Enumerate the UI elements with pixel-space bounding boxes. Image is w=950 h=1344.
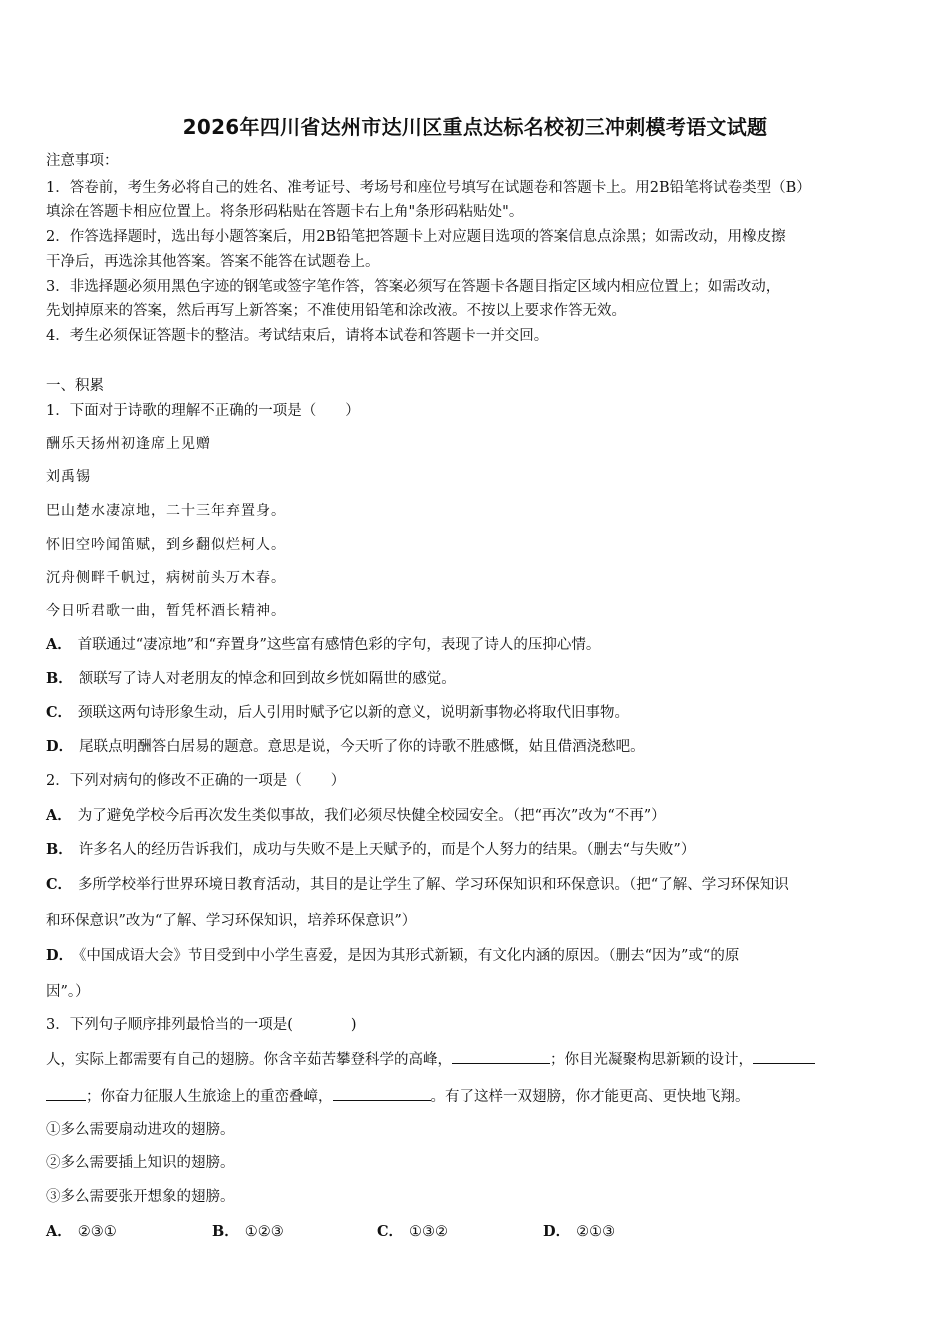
notice-line: 4．考生必须保证答题卡的整洁。考试结束后，请将本试卷和答题卡一并交回。 bbox=[46, 328, 549, 344]
option-label: D． bbox=[46, 738, 74, 755]
notice-line: 干净后，再选涂其他答案。答案不能答在试题卷上。 bbox=[46, 254, 380, 270]
option-text: 颈联这两句诗形象生动，后人引用时赋予它以新的意义，说明新事物必将取代旧事物。 bbox=[78, 705, 630, 721]
notice-line: 3．非选择题必须用黑色字迹的钢笔或签字笔作答，答案必须写在答题卡各题目指定区域内相应位置上；如需改动， bbox=[46, 279, 781, 295]
option-label: A． bbox=[46, 807, 72, 824]
option-label: D． bbox=[543, 1223, 571, 1240]
notice-line: 填涂在答题卡相应位置上。将条形码粘贴在答题卡右上角"条形码粘贴处"。 bbox=[46, 204, 524, 220]
answer-blank[interactable] bbox=[333, 1086, 431, 1101]
question-2-stem: 2．下列对病句的修改不正确的一项是（ ） bbox=[46, 773, 346, 789]
option-text: ②③① bbox=[77, 1224, 117, 1240]
option-label: B． bbox=[46, 841, 73, 858]
poem-line: 怀旧空吟闻笛赋，到乡翻似烂柯人。 bbox=[46, 537, 286, 553]
poem-title: 酬乐天扬州初逢席上见赠 bbox=[46, 436, 211, 452]
q2-option-b[interactable] bbox=[46, 840, 695, 860]
option-text: 因”。） bbox=[46, 984, 90, 1000]
q3-option-a[interactable] bbox=[46, 1220, 117, 1241]
option-label: B． bbox=[46, 670, 73, 687]
passage-text: 。有了这样一双翅膀，你才能更高、更快地飞翔。 bbox=[430, 1089, 750, 1105]
q3-item: ②多么需要插上知识的翅膀。 bbox=[46, 1155, 235, 1171]
q3-item: ①多么需要扇动进攻的翅膀。 bbox=[46, 1122, 235, 1138]
option-text: 首联通过“凄凉地”和“弃置身”这些富有感情色彩的字句，表现了诗人的压抑心情。 bbox=[77, 637, 601, 653]
q1-option-d[interactable] bbox=[46, 737, 645, 757]
question-3-stem: 3．下列句子顺序排列最恰当的一项是( ) bbox=[46, 1017, 357, 1033]
option-text: ①②③ bbox=[244, 1224, 284, 1240]
notice-heading: 注意事项： bbox=[46, 153, 119, 169]
poem-line: 今日听君歌一曲，暂凭杯酒长精神。 bbox=[46, 603, 286, 619]
q3-passage bbox=[46, 1086, 750, 1107]
q2-option-d[interactable] bbox=[46, 946, 739, 966]
notice-line: 1．答卷前，考生务必将自己的姓名、准考证号、考场号和座位号填写在试题卷和答题卡上。用2B铅笔将试卷类型（B） bbox=[46, 180, 811, 196]
option-label: C． bbox=[46, 876, 73, 893]
option-label: C． bbox=[46, 704, 73, 721]
option-text: 为了避免学校今后再次发生类似事故，我们必须尽快健全校园安全。（把“再次”改为“不再”） bbox=[77, 808, 666, 824]
q3-passage bbox=[46, 1049, 815, 1070]
q3-option-b[interactable] bbox=[212, 1220, 284, 1241]
q1-option-b[interactable] bbox=[46, 669, 456, 689]
q1-option-a[interactable] bbox=[46, 635, 600, 655]
option-text: 颔联写了诗人对老朋友的悼念和回到故乡恍如隔世的感觉。 bbox=[78, 671, 456, 687]
option-text: 多所学校举行世界环境日教育活动，其目的是让学生了解、学习环保知识和环保意识。（把“了解、学习环保知识 bbox=[78, 877, 789, 893]
q2-option-c[interactable] bbox=[46, 875, 789, 895]
q2-option-d-cont bbox=[46, 982, 90, 1002]
notice-line: 先划掉原来的答案，然后再写上新答案；不准使用铅笔和涂改液。不按以上要求作答无效。 bbox=[46, 303, 626, 319]
notice-line: 2．作答选择题时，选出每小题答案后，用2B铅笔把答题卡上对应题目选项的答案信息点涂黑；如需改动，用橡皮擦 bbox=[46, 229, 786, 245]
page-title: 2026年四川省达州市达川区重点达标名校初三冲刺模考语文试题 bbox=[182, 115, 768, 139]
option-label: B． bbox=[212, 1223, 239, 1240]
q2-option-a[interactable] bbox=[46, 806, 666, 826]
option-label: A． bbox=[46, 1223, 72, 1240]
option-text: 尾联点明酬答白居易的题意。意思是说，今天听了你的诗歌不胜感慨，姑且借酒浇愁吧。 bbox=[79, 739, 645, 755]
q1-option-c[interactable] bbox=[46, 703, 629, 723]
q3-option-d[interactable] bbox=[543, 1220, 615, 1241]
option-text: ①③② bbox=[409, 1224, 449, 1240]
option-text: 和环保意识”改为“了解、学习环保知识，培养环保意识”） bbox=[46, 913, 417, 929]
option-label: A． bbox=[46, 636, 72, 653]
option-label: D． bbox=[46, 947, 74, 964]
option-text: 《中国成语大会》节目受到中小学生喜爱，是因为其形式新颖，有文化内涵的原因。（删去“因为”或“的原 bbox=[79, 948, 740, 964]
poem-line: 沉舟侧畔千帆过，病树前头万木春。 bbox=[46, 570, 286, 586]
option-text: ②①③ bbox=[576, 1224, 616, 1240]
q3-option-c[interactable] bbox=[377, 1220, 448, 1241]
answer-blank[interactable] bbox=[46, 1086, 86, 1101]
option-text: 许多名人的经历告诉我们，成功与失败不是上天赋予的，而是个人努力的结果。（删去“与失败”） bbox=[78, 842, 696, 858]
passage-text: 人，实际上都需要有自己的翅膀。你含辛茹苦攀登科学的高峰， bbox=[46, 1052, 452, 1068]
passage-text: ；你奋力征服人生旅途上的重峦叠嶂， bbox=[86, 1089, 333, 1105]
passage-text: ；你目光凝聚构思新颖的设计， bbox=[550, 1052, 753, 1068]
answer-blank[interactable] bbox=[452, 1049, 550, 1064]
q3-item: ③多么需要张开想象的翅膀。 bbox=[46, 1189, 235, 1205]
answer-blank[interactable] bbox=[753, 1049, 815, 1064]
section-heading: 一、积累 bbox=[46, 378, 104, 394]
option-label: C． bbox=[377, 1223, 404, 1240]
poem-author: 刘禹锡 bbox=[46, 469, 91, 485]
question-1-stem: 1．下面对于诗歌的理解不正确的一项是（ ） bbox=[46, 403, 360, 419]
poem-line: 巴山楚水凄凉地，二十三年弃置身。 bbox=[46, 503, 286, 519]
q2-option-c-cont bbox=[46, 911, 416, 931]
